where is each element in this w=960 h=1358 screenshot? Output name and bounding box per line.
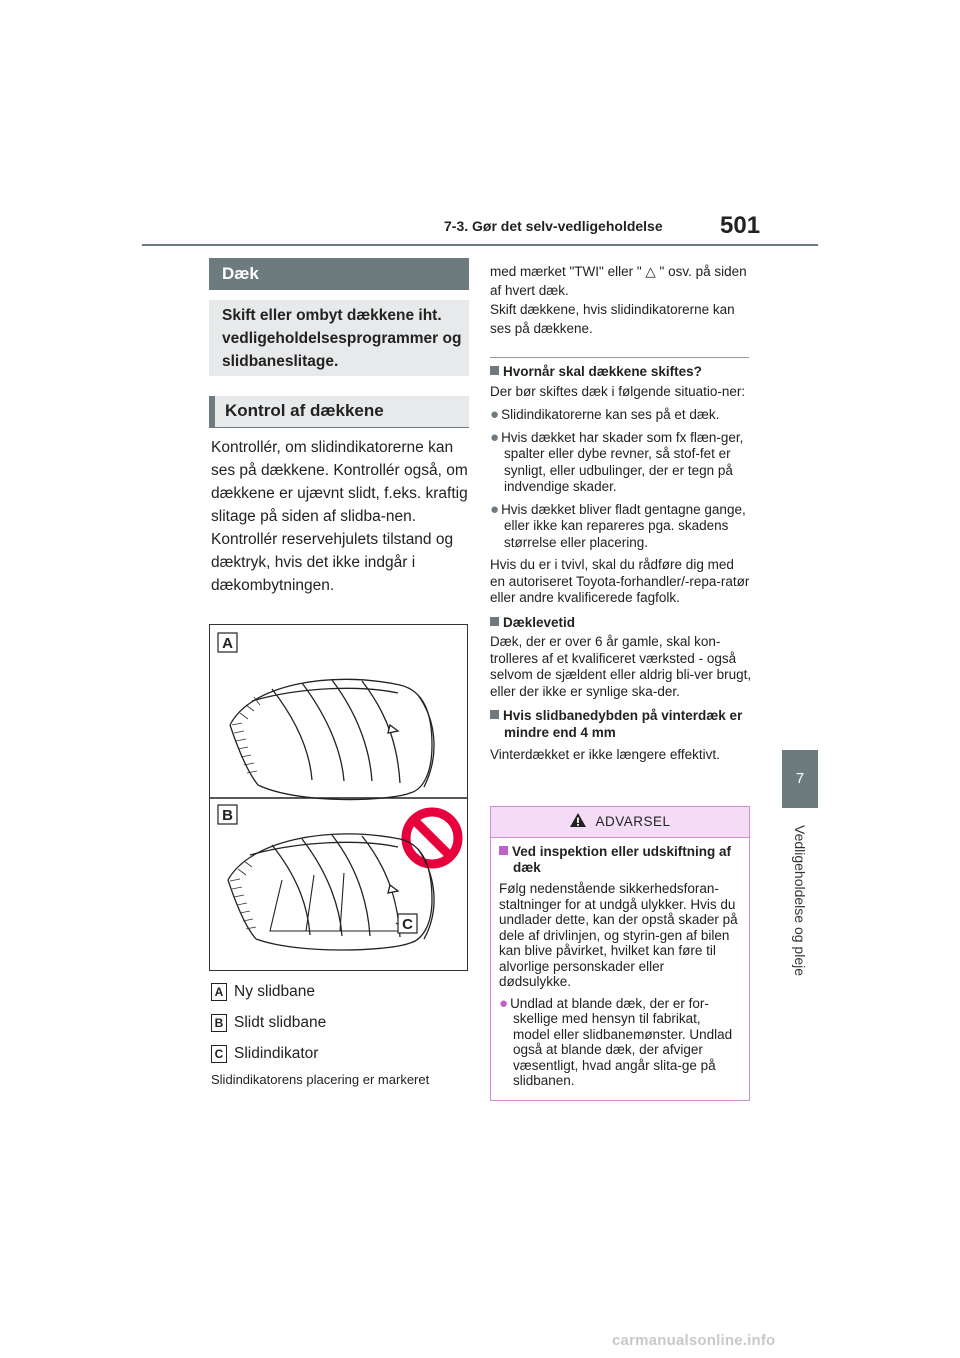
paragraph-check-indicators: Kontrollér, om slidindikatorerne kan ses på dækkene. Kontrollér også, om dækkene er ujævnt slidt, f.eks. kraftig slitage på siden af slidba-nen. — [211, 439, 468, 525]
square-bullet-icon — [490, 366, 499, 375]
when-to-replace-heading: Hvornår skal dækkene skiftes? — [490, 364, 752, 381]
warning-title: ADVARSEL — [595, 814, 671, 829]
warning-triangle-icon — [569, 812, 587, 828]
figure-key-b: B — [222, 807, 233, 824]
when-to-replace-block — [490, 364, 752, 764]
circle-bullet-icon: ● — [490, 406, 500, 423]
figure-key-c: C — [402, 916, 413, 933]
circle-bullet-icon: ● — [490, 500, 500, 518]
winter-tire-text: Vinterdækket er ikke længere effektivt. — [490, 747, 720, 762]
section-title: Dæk — [209, 258, 469, 290]
legend-key: A — [211, 983, 227, 1001]
watermark: carmanualsonline.info — [612, 1332, 776, 1349]
twi-marking-text: med mærket "TWI" eller " △ " osv. på siden af hvert dæk. — [490, 264, 747, 298]
legend-worn-tread — [211, 1013, 326, 1033]
square-bullet-icon — [490, 710, 499, 719]
list-item: ● Hvis dækket har skader som fx flæn-ger, spalter eller dybe revner, så stof-fet er synligt, eller udbulinger, der er tegn på indvendige skader. — [490, 428, 744, 494]
chapter-tab: 7 — [782, 750, 818, 808]
figure-caption: Slidindikatorens placering er markeret — [211, 1072, 430, 1087]
circle-bullet-icon: ● — [490, 428, 500, 446]
tire-figure — [209, 624, 468, 971]
legend-key: B — [211, 1014, 227, 1032]
header-rule — [142, 244, 818, 246]
subsection-title: Kontrol af dækkene — [209, 396, 469, 428]
legend-label: Slidindikator — [234, 1045, 319, 1062]
intro-box: Skift eller ombyt dækkene iht. vedligeholdelsesprogrammer og slidbaneslitage. — [209, 300, 469, 376]
square-bullet-icon — [499, 846, 508, 855]
figure-key-a: A — [222, 635, 233, 652]
sidewall-hatch-a — [232, 697, 260, 773]
right-column-rule — [490, 357, 749, 358]
warning-header — [491, 807, 749, 838]
circle-bullet-icon: ● — [499, 994, 509, 1012]
tire-life-text: Dæk, der er over 6 år gamle, skal kon-trolleres af et kvalificeret værksted - også selvom de sjældent eller aldrig bli-ver brugt, eller der ikke er synlige ska-der. — [490, 634, 752, 699]
chapter-side-label — [744, 825, 856, 1025]
warning-body — [491, 838, 749, 1089]
tire-illustration — [210, 625, 467, 970]
chapter-title: Vedligeholdelse og pleje — [792, 825, 808, 977]
legend-label: Ny slidbane — [234, 983, 315, 1000]
warning-box — [490, 806, 750, 1101]
tire-life-heading: Dæklevetid — [490, 615, 752, 632]
list-item: ● Hvis dækket bliver fladt gentagne gange, eller ikke kan repareres pga. skadens størrelse eller placering. — [490, 500, 746, 550]
replace-tires-text: Skift dækkene, hvis slidindikatorerne kan ses på dækkene. — [490, 302, 735, 336]
legend-new-tread — [211, 982, 315, 1002]
paragraph-spare-wheel: Kontrollér reservehjulets tilstand og dæktryk, hvis det ikke indgår i dækombytningen. — [211, 531, 454, 594]
square-bullet-icon — [490, 617, 499, 626]
running-header-section: 7-3. Gør det selv-vedligeholdelse — [444, 218, 663, 234]
new-tread-tire — [230, 679, 434, 799]
warning-heading: Ved inspektion eller udskiftning af dæk — [499, 844, 739, 875]
consult-dealer-text: Hvis du er i tvivl, skal du rådføre dig med en autoriseret Toyota-forhandler/-repa-ratør eller andre kvalificerede fagfolk. — [490, 557, 750, 605]
continued-text — [490, 262, 752, 338]
legend-wear-indicator — [211, 1044, 318, 1064]
body-text-left — [211, 436, 473, 597]
when-to-replace-intro: Der bør skiftes dæk i følgende situatio-ner: — [490, 383, 746, 399]
warning-bullet: ● Undlad at blande dæk, der er for-skellige med hensyn til fabrikat, model eller slidbanemønster. Undlad også at blande dæk, der afviger væsentligt, hvad angår slita-ge på slidbanen. — [499, 994, 733, 1088]
wear-indicator-callouts — [270, 873, 408, 931]
page-number: 501 — [720, 212, 761, 239]
prohibition-icon — [406, 812, 458, 864]
legend-label: Slidt slidbane — [234, 1014, 327, 1031]
warning-text: Følg nedenstående sikkerhedsforan-staltninger for at undgå ulykker. Hvis du undlader dette, kan der opstå skader på dele af drivlinjen, og styrin-gen af bilen kan blive påvirket, hvilket kan føre til alvorlige personskader eller dødsulykke. — [499, 881, 738, 989]
winter-tire-heading: Hvis slidbanedybden på vinterdæk er mindre end 4 mm — [490, 708, 752, 741]
list-item: ● Slidindikatorerne kan ses på et dæk. — [490, 406, 720, 423]
legend-key: C — [211, 1045, 227, 1063]
